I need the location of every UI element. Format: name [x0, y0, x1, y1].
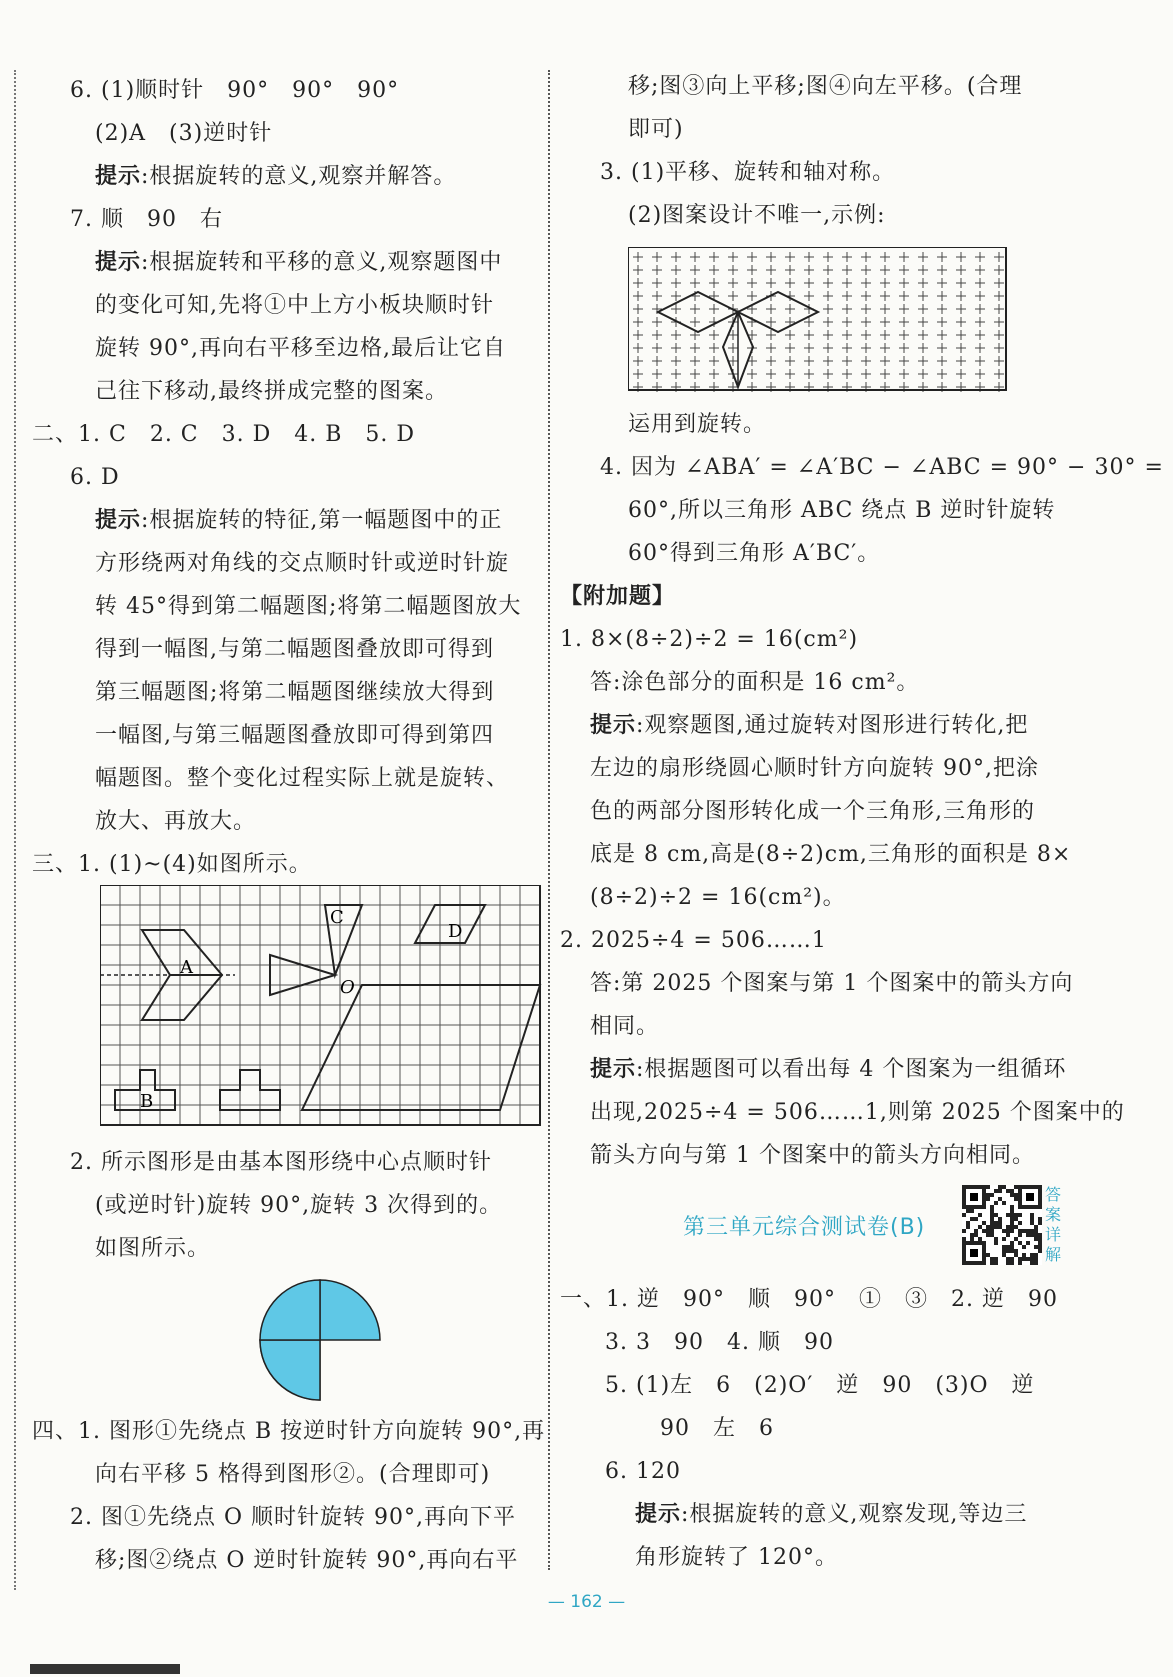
answer-line — [590, 1141, 1035, 1171]
hint-keyword: 提示 — [95, 508, 142, 533]
answer-line — [628, 496, 1055, 526]
hint-keyword: 提示 — [635, 1502, 682, 1527]
hint-keyword: 提示 — [95, 250, 142, 275]
answer-line — [70, 463, 120, 493]
answer-text: 答:第 2025 个图案与第 1 个图案中的箭头方向 — [590, 971, 1074, 996]
label-a: A — [180, 957, 193, 978]
answer-line — [95, 334, 506, 364]
answer-line — [660, 1414, 774, 1444]
answer-line — [560, 582, 675, 612]
answer-text: 如图所示。 — [95, 1236, 211, 1261]
answer-text: 2. 图①先绕点 O 顺时针旋转 90°,再向下平 — [70, 1505, 516, 1530]
answer-line — [590, 883, 846, 913]
answer-line — [628, 201, 886, 231]
answer-text: 放大、再放大。 — [95, 809, 257, 834]
answer-text: :根据旋转的意义,观察发现,等边三 — [681, 1502, 1028, 1527]
answer-line — [590, 1098, 1125, 1128]
answer-line — [635, 1500, 1027, 1530]
answer-text: :观察题图,通过旋转对图形进行转化,把 — [636, 713, 1029, 738]
hint-keyword: 【附加题】 — [560, 584, 676, 609]
large-parallelogram — [302, 985, 540, 1110]
answer-text: 方形绕两对角线的交点顺时针或逆时针旋 — [95, 551, 510, 576]
answer-line — [95, 764, 509, 794]
answer-text: (或逆时针)旋转 90°,旋转 3 次得到的。 — [95, 1193, 503, 1218]
answer-line — [95, 162, 456, 192]
answer-line — [95, 721, 494, 751]
hint-keyword: 提示 — [590, 1057, 637, 1082]
answer-line — [605, 1371, 1035, 1401]
answer-text: 出现,2025÷4 = 506……1,则第 2025 个图案中的 — [590, 1100, 1125, 1125]
answer-text: 移;图③向上平移;图④向左平移。(合理 — [628, 74, 1023, 99]
answer-line — [590, 969, 1073, 999]
answer-line — [95, 506, 502, 536]
answer-text: 4. 因为 ∠ABA′ = ∠A′BC − ∠ABC = 90° − 30° = — [600, 455, 1164, 480]
answer-text: 三、1. (1)~(4)如图所示。 — [32, 852, 312, 877]
answer-line — [32, 850, 312, 880]
answer-line — [628, 72, 1022, 102]
answer-line — [600, 158, 895, 188]
answer-text: 色的两部分图形转化成一个三角形,三角形的 — [590, 799, 1035, 824]
answer-text: 3. 3 90 4. 顺 90 — [605, 1330, 834, 1355]
answer-line — [95, 248, 502, 278]
answer-line — [70, 76, 399, 106]
answer-line — [628, 115, 684, 145]
answer-line — [32, 1417, 545, 1447]
answer-text: 幅题图。整个变化过程实际上就是旋转、 — [95, 766, 510, 791]
answer-text: 左边的扇形绕圆心顺时针方向旋转 90°,把涂 — [590, 756, 1039, 781]
figure-b-translated — [220, 1070, 280, 1110]
answer-text: (2)A (3)逆时针 — [95, 121, 273, 146]
answer-text: 二、1. C 2. C 3. D 4. B 5. D — [32, 422, 416, 447]
page-number: — 162 — — [547, 1592, 626, 1612]
footer-bar — [30, 1664, 180, 1674]
answer-text: :根据旋转的特征,第一幅题图中的正 — [141, 508, 503, 533]
answer-line — [95, 1546, 518, 1576]
label-o: O — [340, 977, 355, 998]
answer-line — [590, 754, 1039, 784]
answer-text: :根据旋转和平移的意义,观察题图中 — [141, 250, 503, 275]
answer-line — [628, 410, 766, 440]
answer-line — [600, 453, 1164, 483]
answer-text: :根据题图可以看出每 4 个图案为一组循环 — [636, 1057, 1067, 1082]
answer-line — [95, 1460, 490, 1490]
answer-text: 向右平移 5 格得到图形②。(合理即可) — [95, 1462, 491, 1487]
answer-text: 移;图②绕点 O 逆时针旋转 90°,再向右平 — [95, 1548, 519, 1573]
answer-line — [95, 291, 494, 321]
answer-line — [70, 1148, 492, 1178]
answer-text: 2. 2025÷4 = 506……1 — [560, 928, 827, 953]
answer-line — [95, 1191, 502, 1221]
hint-keyword: 提示 — [95, 164, 142, 189]
answer-text: 运用到旋转。 — [628, 412, 767, 437]
answer-line — [95, 807, 256, 837]
answer-line — [95, 678, 494, 708]
answer-text: (2)图案设计不唯一,示例: — [628, 203, 886, 228]
answer-text: 旋转 90°,再向右平移至边格,最后让它自 — [95, 336, 506, 361]
answer-text: 的变化可知,先将①中上方小板块顺时针 — [95, 293, 494, 318]
answer-line — [95, 635, 494, 665]
answer-line — [95, 1234, 210, 1264]
answer-text: 60°,所以三角形 ABC 绕点 B 逆时针旋转 — [628, 498, 1056, 523]
answer-line — [95, 592, 521, 622]
answer-line — [590, 1012, 659, 1042]
answer-text: 即可) — [628, 117, 684, 142]
label-c: C — [330, 907, 344, 928]
answer-text: 得到一幅图,与第二幅题图叠放即可得到 — [95, 637, 494, 662]
answer-text: 60°得到三角形 A′BC′。 — [628, 541, 881, 566]
answer-line — [590, 840, 1071, 870]
answer-text: 一、1. 逆 90° 顺 90° ① ③ 2. 逆 90 — [560, 1287, 1058, 1312]
answer-line — [32, 420, 415, 450]
answer-line — [95, 549, 509, 579]
answer-text: 答:涂色部分的面积是 16 cm²。 — [590, 670, 920, 695]
answer-line — [560, 1285, 1058, 1315]
answer-line — [560, 625, 858, 655]
pattern-design-grid — [628, 247, 1008, 392]
hint-keyword: 提示 — [590, 713, 637, 738]
answer-text: 角形旋转了 120°。 — [635, 1545, 838, 1570]
answer-text: 1. 8×(8÷2)÷2 = 16(cm²) — [560, 627, 859, 652]
answer-line — [590, 1055, 1066, 1085]
answer-text: 7. 顺 90 右 — [70, 207, 223, 232]
answer-text: 四、1. 图形①先绕点 B 按逆时针方向旋转 90°,再 — [32, 1419, 546, 1444]
answer-text: 5. (1)左 6 (2)O′ 逆 90 (3)O 逆 — [605, 1373, 1035, 1398]
answer-text: 90 左 6 — [660, 1416, 774, 1441]
label-d: D — [448, 921, 463, 942]
answer-line — [605, 1328, 834, 1358]
answer-text: 转 45°得到第二幅题图;将第二幅题图放大 — [95, 594, 522, 619]
answer-line — [70, 1503, 516, 1533]
answer-text: (8÷2)÷2 = 16(cm²)。 — [590, 885, 846, 910]
rotation-grid-figure — [100, 885, 545, 1130]
pinwheel-figure — [255, 1275, 385, 1405]
answer-line — [590, 711, 1028, 741]
answer-text: 6. D — [70, 465, 120, 490]
answer-text: 2. 所示图形是由基本图形绕中心点顺时针 — [70, 1150, 492, 1175]
label-b: B — [140, 1091, 154, 1112]
answer-text: 3. (1)平移、旋转和轴对称。 — [600, 160, 896, 185]
answer-line — [560, 926, 827, 956]
answer-line — [628, 539, 880, 569]
answer-text: 6. 120 — [605, 1459, 681, 1484]
section-title: 第三单元综合测试卷(B) — [683, 1215, 926, 1240]
answer-text: 底是 8 cm,高是(8÷2)cm,三角形的面积是 8× — [590, 842, 1072, 867]
answer-line — [95, 377, 448, 407]
answer-line — [635, 1543, 838, 1573]
qr-code-icon[interactable] — [962, 1185, 1042, 1265]
answer-text: 箭头方向与第 1 个图案中的箭头方向相同。 — [590, 1143, 1035, 1168]
answer-text: 己往下移动,最终拼成完整的图案。 — [95, 379, 448, 404]
answer-line — [95, 119, 272, 149]
answer-text: 6. (1)顺时针 90° 90° 90° — [70, 78, 400, 103]
answer-line — [70, 205, 223, 235]
qr-caption: 答案详解 — [1045, 1185, 1063, 1264]
answer-text: 第三幅题图;将第二幅题图继续放大得到 — [95, 680, 495, 705]
answer-text: :根据旋转的意义,观察并解答。 — [141, 164, 457, 189]
column-divider — [548, 70, 550, 1570]
answer-text: 相同。 — [590, 1014, 660, 1039]
binding-margin — [14, 70, 16, 1590]
answer-text: 一幅图,与第三幅题图叠放即可得到第四 — [95, 723, 494, 748]
answer-line — [590, 668, 919, 698]
answer-line — [590, 797, 1035, 827]
answer-line — [605, 1457, 681, 1487]
